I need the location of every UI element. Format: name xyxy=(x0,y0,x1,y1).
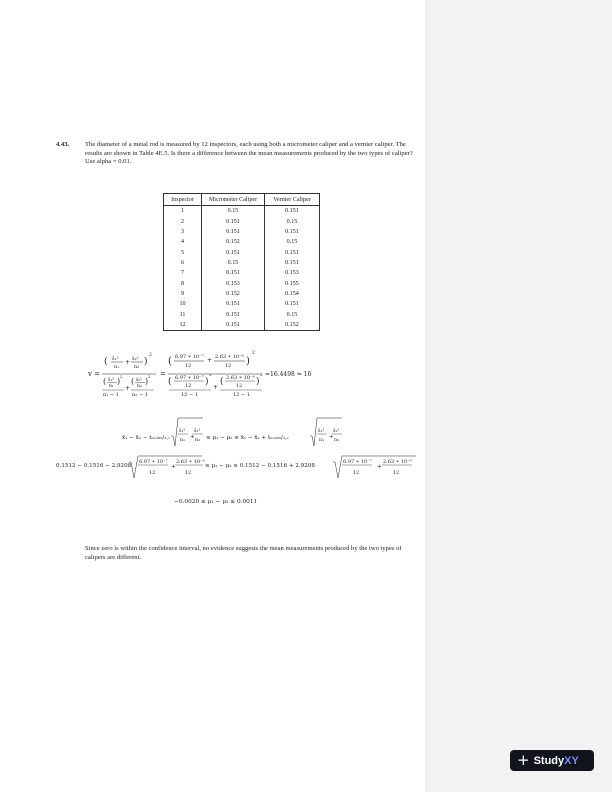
svg-text:n₂: n₂ xyxy=(334,438,340,443)
svg-text:+: + xyxy=(377,464,382,470)
svg-text:2.63 ∗ 10⁻⁶: 2.63 ∗ 10⁻⁶ xyxy=(226,375,255,381)
svg-text:12: 12 xyxy=(225,363,232,369)
svg-text:=: = xyxy=(160,370,166,378)
table-cell: 0.151 xyxy=(202,299,265,309)
svg-text:s̄₂²: s̄₂² xyxy=(333,429,340,434)
table-cell: 10 xyxy=(164,299,202,309)
svg-text:s̄₂²: s̄₂² xyxy=(132,356,139,362)
ci-numeric xyxy=(56,456,416,478)
svg-text:n₂: n₂ xyxy=(134,364,140,370)
svg-text:6.97 ∗ 10⁻⁷: 6.97 ∗ 10⁻⁷ xyxy=(139,459,168,465)
svg-text:n₁ − 1: n₁ − 1 xyxy=(103,392,119,398)
svg-text:6.97 ∗ 10⁻⁷: 6.97 ∗ 10⁻⁷ xyxy=(175,354,204,360)
table-cell: 0.151 xyxy=(265,227,320,237)
svg-text:2.63 ∗ 10⁻⁶: 2.63 ∗ 10⁻⁶ xyxy=(383,459,412,465)
svg-text:+: + xyxy=(213,384,219,391)
svg-text:(: ( xyxy=(168,356,172,367)
table-cell: 0.151 xyxy=(265,206,320,217)
df-result: =16.4498 ⇒ 16 xyxy=(265,371,312,378)
svg-text:n₁: n₁ xyxy=(319,438,325,443)
table-header-1: Micrometer Caliper xyxy=(202,194,265,206)
table-cell: 0.151 xyxy=(265,299,320,309)
svg-text:12 − 1: 12 − 1 xyxy=(181,392,198,398)
table-cell: 0.151 xyxy=(265,247,320,257)
svg-text:n₁: n₁ xyxy=(114,364,120,370)
table-cell: 2 xyxy=(164,216,202,226)
svg-text:n₂ − 1: n₂ − 1 xyxy=(132,392,148,398)
svg-text:): ) xyxy=(205,377,209,387)
svg-text:12: 12 xyxy=(236,383,243,389)
table-cell: 0.15 xyxy=(202,206,265,217)
logo-brand-accent: XY xyxy=(564,754,579,767)
svg-text:x̄₁ − x̄₂ − t₀.₀₀₅/₂,ᵥ: x̄₁ − x̄₂ − t₀.₀₀₅/₂,ᵥ xyxy=(122,435,171,441)
table-cell: 3 xyxy=(164,227,202,237)
svg-text:6.97 ∗ 10⁻⁷: 6.97 ∗ 10⁻⁷ xyxy=(175,375,204,381)
svg-text:n₂: n₂ xyxy=(137,384,142,389)
svg-text:): ) xyxy=(246,356,250,367)
table-cell: 0.153 xyxy=(265,268,320,278)
studyxy-logo xyxy=(510,750,594,771)
table-cell: 0.151 xyxy=(265,258,320,268)
svg-text:+: + xyxy=(125,385,131,392)
problem-number: 4.43. xyxy=(56,141,70,148)
svg-text:+: + xyxy=(329,434,334,440)
svg-text:s̄₁²: s̄₁² xyxy=(179,429,186,434)
table-cell: 0.151 xyxy=(202,268,265,278)
svg-text:+: + xyxy=(125,359,131,366)
plus-icon: + xyxy=(517,751,530,769)
svg-text:6.97 ∗ 10⁻⁷: 6.97 ∗ 10⁻⁷ xyxy=(343,459,372,465)
table-cell: 0.152 xyxy=(202,289,265,299)
table-cell: 4 xyxy=(164,237,202,247)
svg-text:s̄₂²: s̄₂² xyxy=(136,378,142,383)
svg-text:+: + xyxy=(190,434,195,440)
table-cell: 9 xyxy=(164,289,202,299)
table-cell: 0.151 xyxy=(202,247,265,257)
conclusion-text: Since zero is within the confidence interval, no evidence suggests the mean measurements produced by the two types of calipers are different. xyxy=(85,545,402,561)
svg-text:(: ( xyxy=(220,377,224,387)
svg-text:2.63 ∗ 10⁻⁶: 2.63 ∗ 10⁻⁶ xyxy=(215,354,244,360)
table-header-2: Vernier Caliper xyxy=(265,194,320,206)
svg-text:12 − 1: 12 − 1 xyxy=(233,392,250,398)
svg-text:2: 2 xyxy=(120,374,123,379)
problem-text: The diameter of a metal rod is measured by 12 inspectors, each using both a micrometer caliper and a vernier caliper. The results are shown in Table 4E.5. Is there a difference between the mean measurements produced by the two types of caliper? Use alpha = 0.01. xyxy=(85,141,413,166)
table-cell: 0.152 xyxy=(265,320,320,331)
s1-sym: s̄₁² xyxy=(112,356,119,362)
svg-text:s̄₁²: s̄₁² xyxy=(108,378,114,383)
svg-text:+: + xyxy=(207,357,213,364)
table-cell: 6 xyxy=(164,258,202,268)
svg-text:n₁: n₁ xyxy=(180,438,186,443)
svg-text:n₁: n₁ xyxy=(109,384,114,389)
table-cell: 12 xyxy=(164,320,202,331)
svg-text:2: 2 xyxy=(260,372,263,377)
svg-text:(: ( xyxy=(131,377,135,386)
table-cell: 7 xyxy=(164,268,202,278)
svg-text:12: 12 xyxy=(149,470,156,476)
svg-text:): ) xyxy=(144,357,148,367)
table-cell: 0.155 xyxy=(265,278,320,288)
table-cell: 0.151 xyxy=(202,320,265,331)
svg-text:12: 12 xyxy=(393,470,400,476)
svg-text:+: + xyxy=(171,464,176,470)
table-cell: 0.151 xyxy=(202,227,265,237)
ci-result: −0.0020 ≤ μ₁ − μ₂ ≤ 0.0011 xyxy=(174,499,258,505)
table-cell: 0.15 xyxy=(265,309,320,319)
svg-text:(: ( xyxy=(104,357,108,367)
svg-text:2: 2 xyxy=(252,351,255,356)
svg-text:): ) xyxy=(117,377,121,386)
svg-text:(: ( xyxy=(103,377,107,386)
svg-text:2: 2 xyxy=(149,353,152,358)
v-label: v = xyxy=(88,370,101,378)
svg-text:12: 12 xyxy=(185,383,192,389)
svg-text:(: ( xyxy=(168,377,172,387)
table-cell: 0.154 xyxy=(265,289,320,299)
svg-text:s̄₂²: s̄₂² xyxy=(194,429,201,434)
svg-text:2: 2 xyxy=(148,374,151,379)
svg-text:12: 12 xyxy=(353,470,360,476)
table-cell: 11 xyxy=(164,309,202,319)
table-cell: 0.151 xyxy=(202,309,265,319)
ci-formula xyxy=(122,418,342,446)
svg-text:s̄₁²: s̄₁² xyxy=(318,429,325,434)
table-cell: 0.15 xyxy=(202,258,265,268)
table-cell: 0.152 xyxy=(202,237,265,247)
table-cell: 8 xyxy=(164,278,202,288)
svg-text:): ) xyxy=(145,377,149,386)
svg-text:2: 2 xyxy=(209,372,212,377)
table-cell: 1 xyxy=(164,206,202,217)
svg-text:12: 12 xyxy=(185,470,192,476)
svg-text:≤ μ₁ − μ₂ ≤ x̄₁ − x̄₂ + t₀.₀₀₅: ≤ μ₁ − μ₂ ≤ x̄₁ − x̄₂ + t₀.₀₀₅/₂,ᵥ xyxy=(206,435,289,441)
svg-text:): ) xyxy=(256,377,260,387)
table-cell: 0.15 xyxy=(265,216,320,226)
table-cell: 0.151 xyxy=(202,216,265,226)
logo-brand: Study xyxy=(533,754,565,767)
svg-text:≤ μ₁ − μ₂ ≤ 0.1512 − 0.1516 +: ≤ μ₁ − μ₂ ≤ 0.1512 − 0.1516 + 2.9208 xyxy=(205,463,315,469)
table-cell: 5 xyxy=(164,247,202,257)
table-header-0: Inspector xyxy=(164,194,202,206)
svg-text:n₂: n₂ xyxy=(195,438,201,443)
table-cell: 0.15 xyxy=(265,237,320,247)
table-cell: 0.153 xyxy=(202,278,265,288)
svg-text:0.1512 − 0.1516 − 2.9208: 0.1512 − 0.1516 − 2.9208 xyxy=(56,463,132,469)
svg-text:2.63 ∗ 10⁻⁶: 2.63 ∗ 10⁻⁶ xyxy=(176,459,205,465)
comment-sidebar xyxy=(425,0,612,792)
df-formula xyxy=(87,350,311,398)
svg-text:12: 12 xyxy=(185,363,192,369)
